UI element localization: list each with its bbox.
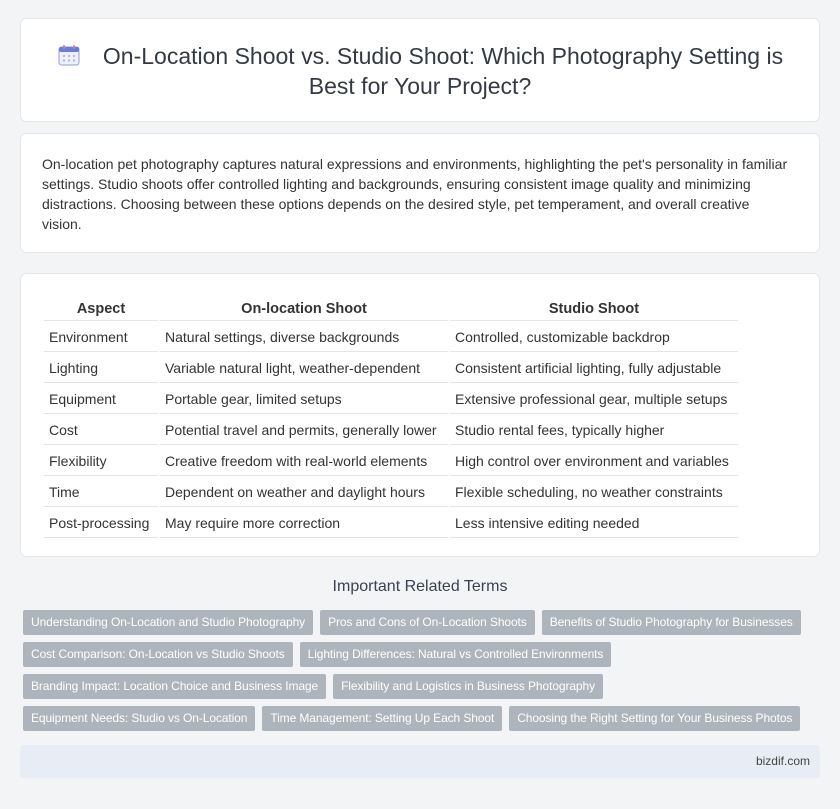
related-term-tag[interactable]: Flexibility and Logistics in Business Photography (333, 674, 603, 699)
cell-aspect: Flexibility (44, 447, 158, 476)
related-terms-list (23, 610, 823, 738)
table-row (44, 323, 738, 352)
footer-site-link[interactable]: bizdif.com (755, 754, 810, 768)
cell-on-location: May require more correction (160, 509, 448, 538)
cell-aspect: Equipment (44, 385, 158, 414)
tag-row (23, 610, 823, 642)
table-row (44, 416, 738, 445)
related-term-tag[interactable]: Equipment Needs: Studio vs On-Location (23, 706, 255, 731)
header-studio: Studio Shoot (450, 297, 738, 321)
cell-studio: Flexible scheduling, no weather constraints (450, 478, 738, 507)
related-term-tag[interactable]: Branding Impact: Location Choice and Business Image (23, 674, 326, 699)
cell-studio: Controlled, customizable backdrop (450, 323, 738, 352)
table-row (44, 354, 738, 383)
calendar-icon (57, 43, 81, 67)
intro-card (20, 133, 820, 253)
related-term-tag[interactable]: Pros and Cons of On-Location Shoots (320, 610, 535, 635)
related-term-tag[interactable]: Understanding On-Location and Studio Photography (23, 610, 313, 635)
cell-on-location: Dependent on weather and daylight hours (160, 478, 448, 507)
table-row (44, 478, 738, 507)
cell-aspect: Time (44, 478, 158, 507)
header-on-location: On-location Shoot (160, 297, 448, 321)
tag-row (23, 674, 823, 706)
comparison-card (20, 273, 820, 557)
cell-on-location: Natural settings, diverse backgrounds (160, 323, 448, 352)
related-term-tag[interactable]: Benefits of Studio Photography for Businesses (542, 610, 801, 635)
cell-studio: High control over environment and variables (450, 447, 738, 476)
cell-on-location: Potential travel and permits, generally lower (160, 416, 448, 445)
related-terms-title: Important Related Terms (332, 578, 508, 595)
cell-on-location: Variable natural light, weather-dependent (160, 354, 448, 383)
table-row (44, 447, 738, 476)
cell-studio: Extensive professional gear, multiple setups (450, 385, 738, 414)
title-card (20, 18, 820, 122)
cell-aspect: Cost (44, 416, 158, 445)
cell-aspect: Lighting (44, 354, 158, 383)
related-term-tag[interactable]: Choosing the Right Setting for Your Business Photos (509, 706, 800, 731)
comparison-table (42, 295, 740, 540)
cell-studio: Consistent artificial lighting, fully adjustable (450, 354, 738, 383)
table-row (44, 509, 738, 538)
table-header-row (44, 297, 738, 321)
cell-on-location: Creative freedom with real-world elements (160, 447, 448, 476)
tag-row (23, 706, 823, 738)
title-wrap (21, 41, 819, 101)
footer (20, 745, 820, 778)
table-row (44, 385, 738, 414)
cell-aspect: Environment (44, 323, 158, 352)
header-aspect: Aspect (44, 297, 158, 321)
page-title: On-Location Shoot vs. Studio Shoot: Which Photography Setting is Best for Your Project? (102, 43, 784, 99)
cell-on-location: Portable gear, limited setups (160, 385, 448, 414)
related-term-tag[interactable]: Lighting Differences: Natural vs Controlled Environments (300, 642, 612, 667)
related-term-tag[interactable]: Cost Comparison: On-Location vs Studio Shoots (23, 642, 293, 667)
cell-aspect: Post-processing (44, 509, 158, 538)
cell-studio: Studio rental fees, typically higher (450, 416, 738, 445)
cell-studio: Less intensive editing needed (450, 509, 738, 538)
intro-paragraph: On-location pet photography captures natural expressions and environments, highlighting the pet's personality in familiar settings. Studio shoots offer controlled lighting and backgrounds, ensuring consistent image quality and minimizing distractions. Choosing between these options depends on the desired style, pet temperament, and overall creative vision. (42, 156, 788, 232)
related-term-tag[interactable]: Time Management: Setting Up Each Shoot (262, 706, 502, 731)
tag-row (23, 642, 823, 674)
